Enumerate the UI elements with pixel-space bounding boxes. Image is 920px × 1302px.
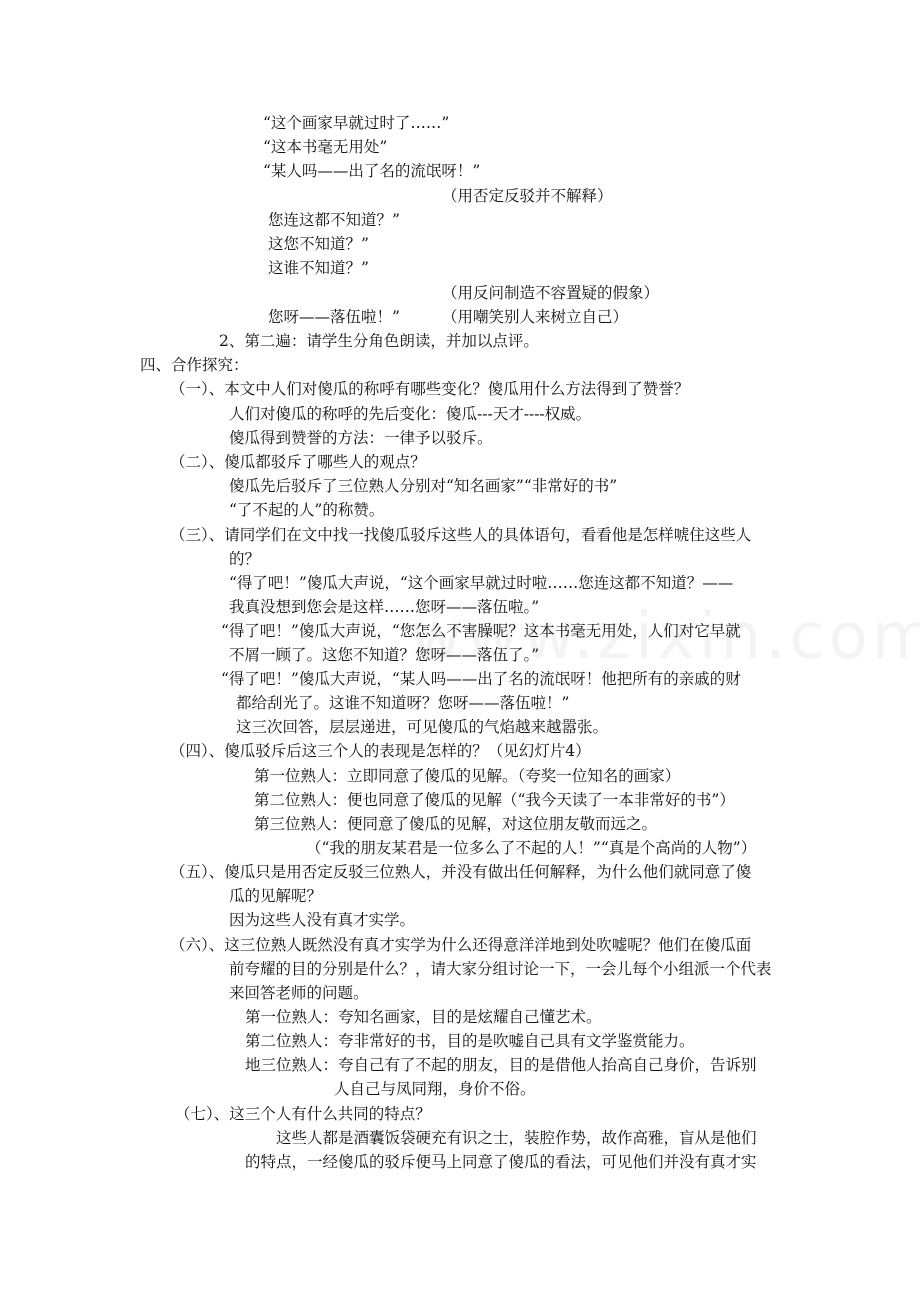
section-heading: 四、合作探究： (140, 356, 249, 374)
text-line: 这您不知道？” (268, 235, 369, 253)
text-line: 都给刮光了。这谁不知道呀？您呀——落伍啦！” (236, 694, 570, 712)
question-heading: （七）、这三个人有什么共同的特点？ (175, 1105, 431, 1123)
question-heading: （四）、傻瓜驳斥后这三个人的表现是怎样的？（见幻灯片4） (170, 742, 591, 760)
text-line: 不屑一顾了。这您不知道？您呀——落伍了。” (229, 646, 540, 664)
text-line: 的特点，一经傻瓜的驳斥便马上同意了傻瓜的看法，可见他们并没有真才实 (245, 1153, 757, 1171)
text-line: 瓜的见解呢？ (229, 887, 323, 905)
text-line: 您连这都不知道？” (268, 211, 400, 229)
text-line: 人自己与凤同翔，身价不俗。 (334, 1080, 536, 1098)
text-line: 前夸耀的目的分别是什么？，请大家分组讨论一下，一会儿每个小组派一个代表 (229, 960, 772, 978)
text-line: 人们对傻瓜的称呼的先后变化：傻瓜---天才----权威。 (229, 405, 592, 423)
text-line: “某人吗——出了名的流氓呀！” (263, 162, 481, 180)
text-line: “得了吧！”傻瓜大声说，“这个画家早就过时啦……您连这都不知道？—— (229, 574, 734, 592)
question-heading: （二）、傻瓜都驳斥了哪些人的观点？ (170, 453, 426, 471)
question-heading: （五）、傻瓜只是用否定反驳三位熟人，并没有做出任何解释，为什么他们就同意了傻 (170, 863, 752, 881)
text-line: 第二位熟人：便也同意了傻瓜的见解（“我今天读了一本非常好的书”） (254, 791, 735, 809)
question-heading: （一）、本文中人们对傻瓜的称呼有哪些变化？傻瓜用什么方法得到了赞誉？ (170, 380, 690, 398)
text-line: 2、第二遍：请学生分角色朗读，并加以点评。 (219, 332, 539, 350)
text-line: 傻瓜先后驳斥了三位熟人分别对“知名画家”“非常好的书” (229, 477, 618, 495)
text-line: 第一位熟人：夸知名画家，目的是炫耀自己懂艺术。 (245, 1008, 602, 1026)
text-line: （用反问制造不容置疑的假象） (442, 284, 660, 302)
text-line: 这谁不知道？” (268, 259, 369, 277)
text-line: 第二位熟人：夸非常好的书，目的是吹嘘自己具有文学鉴赏能力。 (245, 1032, 695, 1050)
text-line: 您呀——落伍啦！” (268, 308, 400, 326)
text-line: 来回答老师的问题。 (229, 984, 369, 1002)
text-line: （用嘲笑别人来树立自己） (442, 308, 629, 326)
text-line: （“我的朋友某君是一位多么了不起的人！”“真是个高尚的人物”） (306, 839, 757, 857)
text-line: “这个画家早就过时了……” (263, 114, 450, 132)
text-line: 的？ (229, 550, 261, 568)
text-line: （用否定反驳并不解释） (442, 187, 613, 205)
question-heading: （六）、这三位熟人既然没有真才实学为什么还得意洋洋地到处吹嘘呢？他们在傻瓜面 (170, 936, 752, 954)
text-line: 第三位熟人：便同意了傻瓜的见解，对这位朋友敬而远之。 (254, 815, 658, 833)
text-line: 傻瓜得到赞誉的方法：一律予以驳斥。 (229, 429, 493, 447)
text-line: 因为这些人没有真才实学。 (229, 911, 416, 929)
text-line: 第一位熟人：立即同意了傻瓜的见解。（夸奖一位知名的画家） (254, 767, 681, 785)
text-line: “得了吧！”傻瓜大声说，“您怎么不害臊呢？这本书毫无用处，人们对它早就 (221, 622, 741, 640)
text-line: 我真没想到您会是这样……您呀——落伍啦。” (229, 598, 540, 616)
text-line: “得了吧！”傻瓜大声说，“某人吗——出了名的流氓呀！他把所有的亲戚的财 (221, 670, 741, 688)
text-line: “了不起的人”的称赞。 (229, 501, 385, 519)
question-heading: （三）、请同学们在文中找一找傻瓜驳斥这些人的具体语句，看看他是怎样唬住这些人 (170, 526, 752, 544)
text-line: 这三次回答，层层递进，可见傻瓜的气焰越来越嚣张。 (236, 718, 609, 736)
text-line: 地三位熟人：夸自己有了不起的朋友，目的是借他人抬高自己身价，告诉别 (245, 1056, 757, 1074)
text-line: “这本书毫无用处” (263, 138, 388, 156)
text-line: 这些人都是酒囊饭袋硬充有识之士，装腔作势，故作高雅，盲从是他们 (276, 1129, 757, 1147)
